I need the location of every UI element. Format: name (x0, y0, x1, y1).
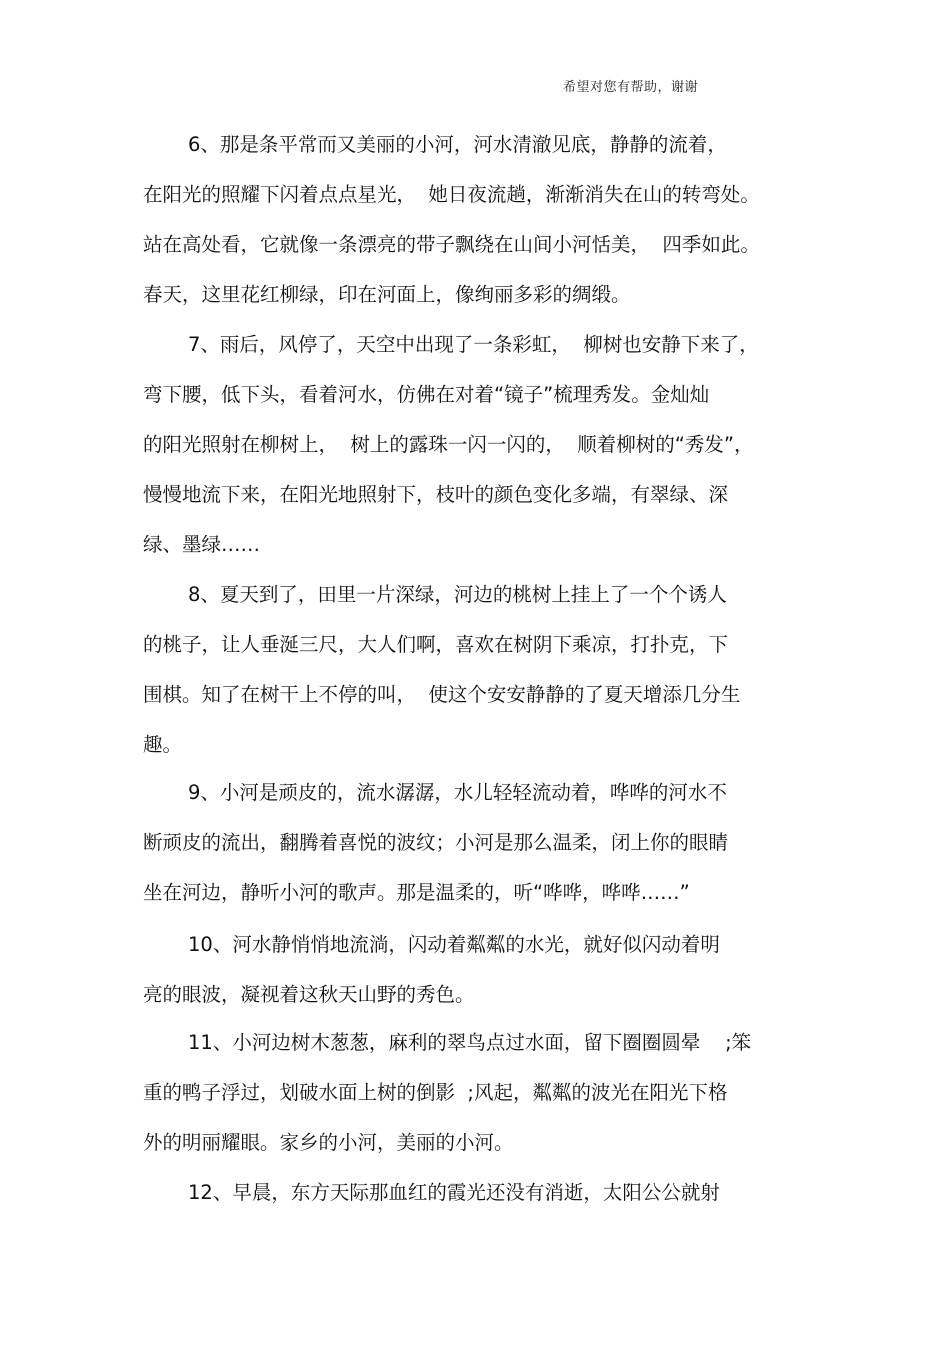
text-line: 亮的眼波，凝视着这秋天山野的秀色。 (143, 983, 475, 1006)
text-line: 11、小河边树木葱葱，麻利的翠鸟点过水面，留下圈圈圆晕 ;笨 (188, 1031, 752, 1054)
text-line: 的阳光照射在柳树上， 树上的露珠一闪一闪的， 顺着柳树的“秀发”， (143, 433, 754, 456)
text-line: 的桃子，让人垂涎三尺，大人们啊，喜欢在树阴下乘凉，打扑克，下 (143, 633, 729, 656)
text-line: 趣。 (143, 733, 183, 756)
text-line: 坐在河边，静听小河的歌声。那是温柔的，听“哗哗，哗哗……” (143, 881, 690, 904)
text-line: 10、河水静悄悄地流淌，闪动着粼粼的水光，就好似闪动着明 (188, 933, 720, 956)
text-line: 6、那是条平常而又美丽的小河，河水清澈见底，静静的流着， (188, 133, 727, 156)
text-line: 8、夏天到了，田里一片深绿，河边的桃树上挂上了一个个诱人 (188, 583, 727, 606)
text-line: 站在高处看，它就像一条漂亮的带子飘绕在山间小河恬美， 四季如此。 (143, 233, 760, 256)
text-line: 断顽皮的流出，翻腾着喜悦的波纹；小河是那么温柔，闭上你的眼睛 (143, 831, 729, 854)
text-line: 9、小河是顽皮的，流水潺潺，水儿轻轻流动着，哗哗的河水不 (188, 781, 727, 804)
text-line: 围棋。知了在树干上不停的叫， 使这个安安静静的了夏天增添几分生 (143, 683, 741, 706)
text-line: 在阳光的照耀下闪着点点星光， 她日夜流趟，渐渐消失在山的转弯处。 (143, 183, 760, 206)
text-line: 绿、墨绿…… (143, 533, 261, 556)
text-line: 7、雨后，风停了，天空中出现了一条彩虹， 柳树也安静下来了， (188, 333, 759, 356)
header-note: 希望对您有帮助，谢谢 (563, 80, 699, 95)
text-line: 12、早晨，东方天际那血红的霞光还没有消逝，太阳公公就射 (188, 1181, 720, 1204)
text-line: 慢慢地流下来，在阳光地照射下，枝叶的颜色变化多端，有翠绿、深 (143, 483, 729, 506)
text-line: 外的明丽耀眼。家乡的小河，美丽的小河。 (143, 1131, 514, 1154)
text-line: 春天，这里花红柳绿，印在河面上，像绚丽多彩的绸缎。 (143, 283, 631, 306)
text-line: 弯下腰，低下头，看着河水，仿佛在对着“镜子”梳理秀发。金灿灿 (143, 383, 710, 406)
text-line: 重的鸭子浮过，划破水面上树的倒影 ;风起，粼粼的波光在阳光下格 (143, 1081, 728, 1104)
